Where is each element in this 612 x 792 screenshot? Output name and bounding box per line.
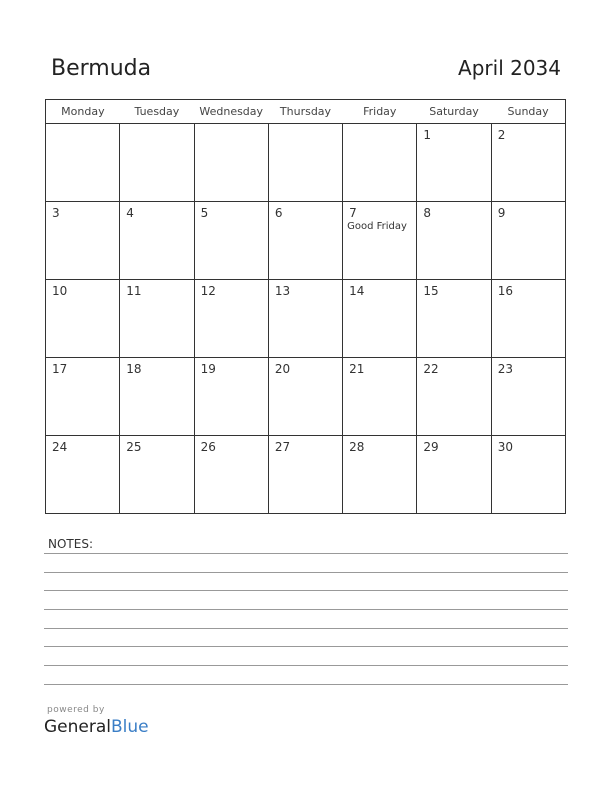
note-line xyxy=(44,590,568,591)
day-cell[interactable] xyxy=(268,358,342,436)
day-cell[interactable] xyxy=(491,436,565,514)
holiday-label: Good Friday xyxy=(347,221,407,232)
day-cell[interactable] xyxy=(343,358,417,436)
note-line xyxy=(44,553,568,554)
day-number: 12 xyxy=(200,284,216,298)
day-number: 19 xyxy=(200,362,216,376)
day-number: 5 xyxy=(200,206,209,220)
day-number xyxy=(120,124,193,128)
day-cell[interactable] xyxy=(194,436,268,514)
day-cell[interactable] xyxy=(46,202,120,280)
notes-label: NOTES: xyxy=(48,537,93,551)
day-cell[interactable] xyxy=(46,280,120,358)
day-number: 28 xyxy=(349,440,365,454)
day-number: 15 xyxy=(423,284,439,298)
day-number: 14 xyxy=(349,284,365,298)
day-number: 17 xyxy=(52,362,68,376)
weekday-header: Tuesday xyxy=(120,100,194,124)
day-number: 20 xyxy=(274,362,291,376)
note-line xyxy=(44,628,568,629)
day-cell[interactable] xyxy=(343,202,417,280)
day-number: 6 xyxy=(274,206,283,220)
day-cell[interactable] xyxy=(194,358,268,436)
day-cell[interactable] xyxy=(491,280,565,358)
day-number: 18 xyxy=(126,362,142,376)
day-number: 3 xyxy=(52,206,60,220)
day-number: 11 xyxy=(126,284,142,298)
country-title: Bermuda xyxy=(51,56,152,81)
day-cell[interactable] xyxy=(491,202,565,280)
day-cell[interactable] xyxy=(343,124,417,202)
day-number xyxy=(195,124,268,128)
calendar-grid xyxy=(45,99,566,514)
note-line xyxy=(44,646,568,647)
day-cell[interactable] xyxy=(417,124,491,202)
day-cell[interactable] xyxy=(194,124,268,202)
day-number: 1 xyxy=(423,128,432,142)
week-row xyxy=(46,124,566,202)
weekday-header: Sunday xyxy=(491,100,565,124)
day-number: 4 xyxy=(126,206,134,220)
day-cell[interactable] xyxy=(417,358,491,436)
day-cell[interactable] xyxy=(491,124,565,202)
day-cell[interactable] xyxy=(268,436,342,514)
day-number: 24 xyxy=(52,440,68,454)
week-row xyxy=(46,436,566,514)
week-row xyxy=(46,202,566,280)
day-cell[interactable] xyxy=(268,202,342,280)
day-number: 26 xyxy=(200,440,216,454)
weekday-header: Friday xyxy=(343,100,417,124)
weekday-header-row xyxy=(46,100,566,124)
day-cell[interactable] xyxy=(268,280,342,358)
day-cell[interactable] xyxy=(194,202,268,280)
brand-blue: Blue xyxy=(111,717,149,737)
day-cell[interactable] xyxy=(120,436,194,514)
day-number xyxy=(46,124,119,128)
note-line xyxy=(44,684,568,685)
weekday-header: Wednesday xyxy=(194,100,268,124)
day-number: 2 xyxy=(497,128,506,142)
day-number: 7 xyxy=(349,206,357,220)
day-cell[interactable] xyxy=(417,280,491,358)
day-number: 21 xyxy=(349,362,365,376)
day-number: 25 xyxy=(126,440,142,454)
day-cell[interactable] xyxy=(343,436,417,514)
day-cell[interactable] xyxy=(46,436,120,514)
day-number: 23 xyxy=(497,362,513,376)
day-cell[interactable] xyxy=(491,358,565,436)
day-cell[interactable] xyxy=(120,358,194,436)
day-cell[interactable] xyxy=(194,280,268,358)
brand-general: General xyxy=(44,717,111,737)
day-cell[interactable] xyxy=(120,202,194,280)
weekday-header: Saturday xyxy=(417,100,491,124)
day-number: 16 xyxy=(497,284,513,298)
day-number xyxy=(269,124,342,128)
day-number: 30 xyxy=(497,440,513,454)
week-row xyxy=(46,280,566,358)
month-year-title: April 2034 xyxy=(458,56,561,80)
day-number xyxy=(343,124,416,128)
day-cell[interactable] xyxy=(343,280,417,358)
powered-by-text: powered by xyxy=(47,705,105,715)
day-number: 10 xyxy=(52,284,68,298)
day-number: 13 xyxy=(274,284,291,298)
day-cell[interactable] xyxy=(417,202,491,280)
weekday-header: Thursday xyxy=(268,100,342,124)
day-number: 9 xyxy=(497,206,506,220)
day-cell[interactable] xyxy=(120,280,194,358)
week-row xyxy=(46,358,566,436)
day-number: 8 xyxy=(423,206,432,220)
day-cell[interactable] xyxy=(417,436,491,514)
day-number: 27 xyxy=(274,440,291,454)
day-cell[interactable] xyxy=(268,124,342,202)
day-cell[interactable] xyxy=(46,124,120,202)
weekday-header: Monday xyxy=(46,100,120,124)
day-number: 29 xyxy=(423,440,439,454)
note-line xyxy=(44,609,568,610)
day-number: 22 xyxy=(423,362,439,376)
day-cell[interactable] xyxy=(120,124,194,202)
day-cell[interactable] xyxy=(46,358,120,436)
note-line xyxy=(44,572,568,573)
generalblue-logo[interactable] xyxy=(44,717,149,737)
note-line xyxy=(44,665,568,666)
